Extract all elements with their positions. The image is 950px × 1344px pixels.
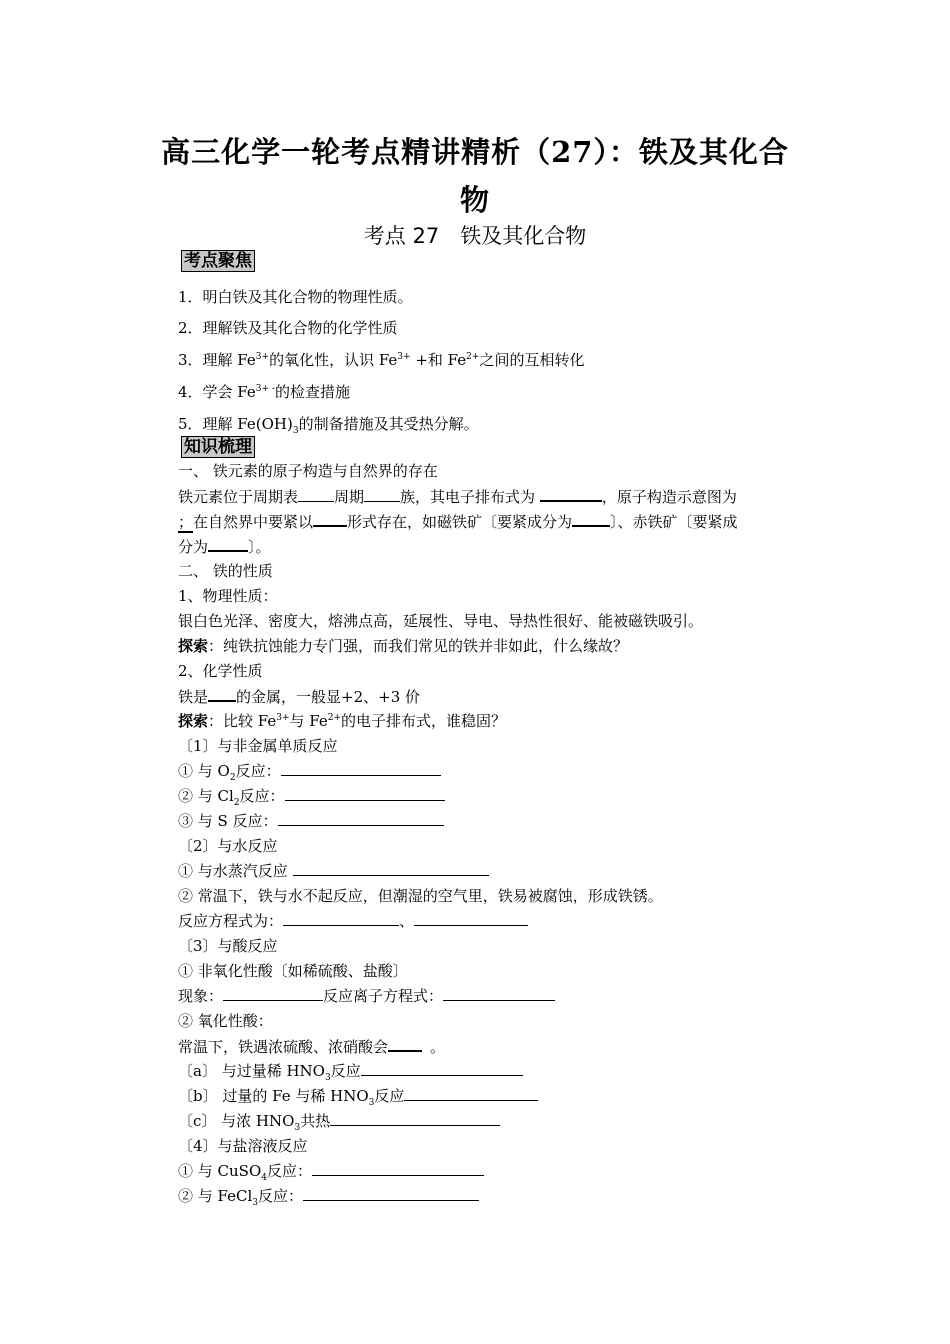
part1-line-3: 分为 〕。 xyxy=(178,538,271,556)
reaction-4-fecl3: ② 与 FeCl$_3$反应： xyxy=(178,1186,818,1206)
reaction-3-b: 〔b〕 过量的 Fe 与稀 $HNO_3$反应 xyxy=(178,1086,818,1106)
blank-rust-equation-2[interactable] xyxy=(414,911,528,926)
focus-item-1: 1．明白铁及其化合物的物理性质。 xyxy=(178,288,413,306)
reaction-1-o2: ① 与 $O_2$反应： xyxy=(178,761,818,781)
blank-hematite[interactable] xyxy=(208,536,248,552)
reaction-1-cl2: ② 与 $Cl_2$反应： xyxy=(178,786,818,806)
reaction-1-title: 〔1〕与非金属单质反应 xyxy=(178,737,338,755)
chemical-properties-text: 铁是 的金属，一般显+2、+3 价 xyxy=(178,688,421,706)
blank-magnetite[interactable] xyxy=(572,511,610,527)
blank-s-equation[interactable] xyxy=(278,811,444,826)
reaction-2-equations: 反应方程式为： 、 xyxy=(178,911,818,931)
reaction-3-oxidizing: ② 氧化性酸： xyxy=(178,1012,273,1030)
document-title xyxy=(150,128,800,224)
focus-item-5: 5．理解 $Fe(OH)_3$的制备措施及其受热分解。 xyxy=(178,415,479,436)
section-heading-knowledge: 知识梳理 xyxy=(181,436,255,458)
physical-properties-text: 银白色光泽、密度大，熔沸点高，延展性、导电、导热性很好、能被磁铁吸引。 xyxy=(178,612,704,630)
blank-steam-equation[interactable] xyxy=(293,861,489,876)
reaction-2-rust: ② 常温下，铁与水不起反应，但潮湿的空气里，铁易被腐蚀，形成铁锈。 xyxy=(178,887,663,905)
explore-1: 探索：纯铁抗蚀能力专门强，而我们常见的铁并非如此，什么缘故？ xyxy=(178,637,629,655)
blank-cl2-equation[interactable] xyxy=(285,786,445,801)
part1-title: 一、 铁元素的原子构造与自然界的存在 xyxy=(178,462,438,480)
blank-excess-fe-hno3[interactable] xyxy=(404,1086,538,1101)
blank-ionic-equation[interactable] xyxy=(443,986,555,1001)
blank-electron-config[interactable] xyxy=(540,486,602,502)
part2-title: 二、 铁的性质 xyxy=(178,562,273,580)
blank-cuso4-equation[interactable] xyxy=(312,1161,484,1176)
reaction-1-s: ③ 与 S 反应： xyxy=(178,811,818,831)
document-subtitle: 考点 27 铁及其化合物 xyxy=(363,224,587,248)
title-line-2: 物 xyxy=(459,183,490,217)
part1-line-2: ；在自然界中要紧以 形式存在，如磁铁矿〔要紧成分为 〕、赤铁矿〔要紧成 xyxy=(178,513,738,531)
reaction-3-nonoxidizing: ① 非氧化性酸〔如稀硫酸、盐酸〕 xyxy=(178,962,408,980)
chemical-properties-title: 2、化学性质 xyxy=(178,662,263,680)
blank-period[interactable] xyxy=(298,487,334,502)
blank-group[interactable] xyxy=(364,487,400,502)
blank-o2-equation[interactable] xyxy=(281,761,441,776)
reaction-2-steam: ① 与水蒸汽反应 xyxy=(178,861,818,881)
reaction-3-title: 〔3〕与酸反应 xyxy=(178,937,278,955)
blank-phenomenon[interactable] xyxy=(223,986,323,1001)
focus-item-2: 2．理解铁及其化合物的化学性质 xyxy=(178,319,398,337)
part1-line-1: 铁元素位于周期表 周期 族，其电子排布式为 ，原子构造示意图为 xyxy=(178,488,737,506)
reaction-3-a: 〔a〕 与过量稀 $HNO_3$反应 xyxy=(178,1061,818,1081)
title-line-1: 高三化学一轮考点精讲精析（27）：铁及其化合 xyxy=(161,135,789,169)
physical-properties-title: 1、物理性质： xyxy=(178,587,278,605)
blank-metal-type[interactable] xyxy=(208,686,236,702)
blank-fecl3-equation[interactable] xyxy=(303,1186,479,1201)
reaction-2-title: 〔2〕与水反应 xyxy=(178,837,278,855)
reaction-3-phenomenon: 现象： 反应离子方程式： xyxy=(178,986,818,1006)
reaction-4-title: 〔4〕与盐溶液反应 xyxy=(178,1137,308,1155)
blank-rust-equation-1[interactable] xyxy=(283,911,399,926)
focus-item-3: 3．理解 $Fe^{3+}$的氧化性，认识 $Fe^{3+}$ +和 $Fe^{2+}$之间的互相转化 xyxy=(178,351,585,369)
reaction-4-cuso4: ① 与 CuSO$_4$反应： xyxy=(178,1161,818,1181)
focus-item-4: 4．学会 $Fe^{3+ -}$的检查措施 xyxy=(178,383,350,401)
explore-2: 探索：比较 $Fe^{3+}$与 $Fe^{2+}$的电子排布式，谁稳固？ xyxy=(178,712,507,730)
section-heading-focus: 考点聚焦 xyxy=(181,250,255,272)
blank-dilute-hno3-excess[interactable] xyxy=(361,1061,523,1076)
blank-passivation[interactable] xyxy=(388,1036,422,1052)
reaction-3-passivation: 常温下，铁遇浓硫酸、浓硝酸会 。 xyxy=(178,1038,446,1056)
blank-natural-form[interactable] xyxy=(313,511,347,527)
blank-conc-hno3[interactable] xyxy=(330,1111,500,1126)
reaction-3-c: 〔c〕 与浓 $HNO_3$共热 xyxy=(178,1111,818,1131)
